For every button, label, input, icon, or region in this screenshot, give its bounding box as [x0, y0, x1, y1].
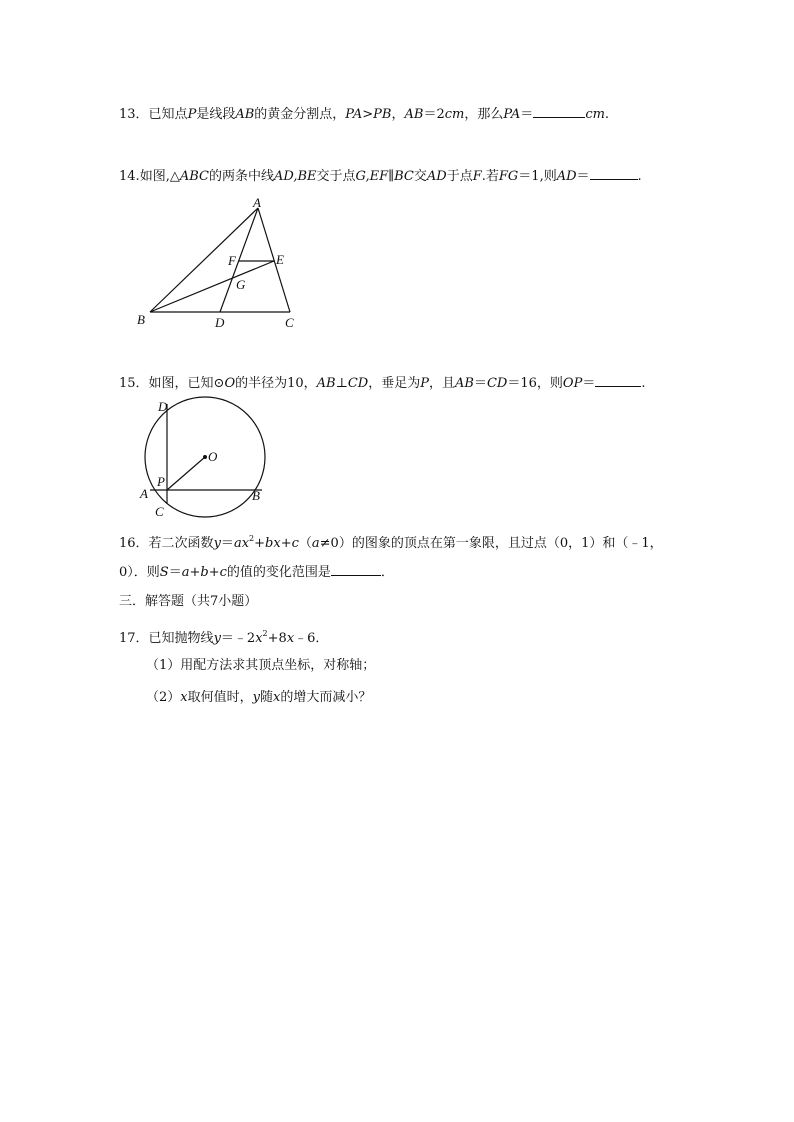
- label-C: C: [285, 315, 294, 330]
- question-17: 17．已知抛物线$y=﹣2x^2+8x﹣6$．: [119, 629, 329, 646]
- question-16-line2: 0）．则S＝a+b+c的值的变化范围是 ．: [119, 562, 394, 582]
- q17-number: 17．: [119, 631, 149, 646]
- question-14: 14.如图,△ABC的两条中线AD,BE交于点G,EF∥BC交AD于点F.若FG＝1,则AD＝ .: [119, 166, 642, 186]
- question-13: 13．已知点P是线段AB的黄金分割点，PA>PB，AB＝2cm，那么PA＝ cm.: [119, 104, 609, 124]
- label-P: P: [157, 474, 165, 489]
- section-3-heading: 三．解答题（共7小题）: [119, 594, 258, 609]
- label-B: B: [137, 312, 145, 327]
- q17-part-2: （2）x取何值时，y随x的增大而减小？: [146, 690, 372, 705]
- label-E: E: [276, 252, 284, 267]
- segment-OP: [167, 457, 205, 490]
- label-A: A: [253, 195, 261, 210]
- center-dot-O: [203, 455, 207, 459]
- label-D: D: [158, 399, 168, 414]
- q17-part-1: （1）用配方法求其顶点坐标，对称轴；: [146, 658, 376, 673]
- q16-answer-blank[interactable]: [331, 562, 381, 576]
- question-15: 15．如图，已知⊙O的半径为10，AB⊥CD，垂足为P，且AB＝CD＝16，则OP＝ .: [119, 373, 645, 393]
- label-B: B: [252, 488, 260, 503]
- q16-number: 16．: [119, 536, 149, 551]
- q13-number: 13．: [119, 107, 149, 122]
- q14-number: 14.: [119, 169, 140, 184]
- label-O: O: [208, 449, 218, 464]
- label-C: C: [155, 504, 164, 519]
- label-D: D: [215, 315, 225, 330]
- label-G: G: [236, 277, 246, 292]
- label-A: A: [140, 486, 148, 501]
- label-F: F: [228, 253, 236, 268]
- question-16-line1: 16．若二次函数$y=ax^2+bx+c(a\ne 0)$的图象的顶点在第一象限，且过点（0，1）和（﹣1，: [119, 534, 663, 551]
- q15-number: 15．: [119, 376, 149, 391]
